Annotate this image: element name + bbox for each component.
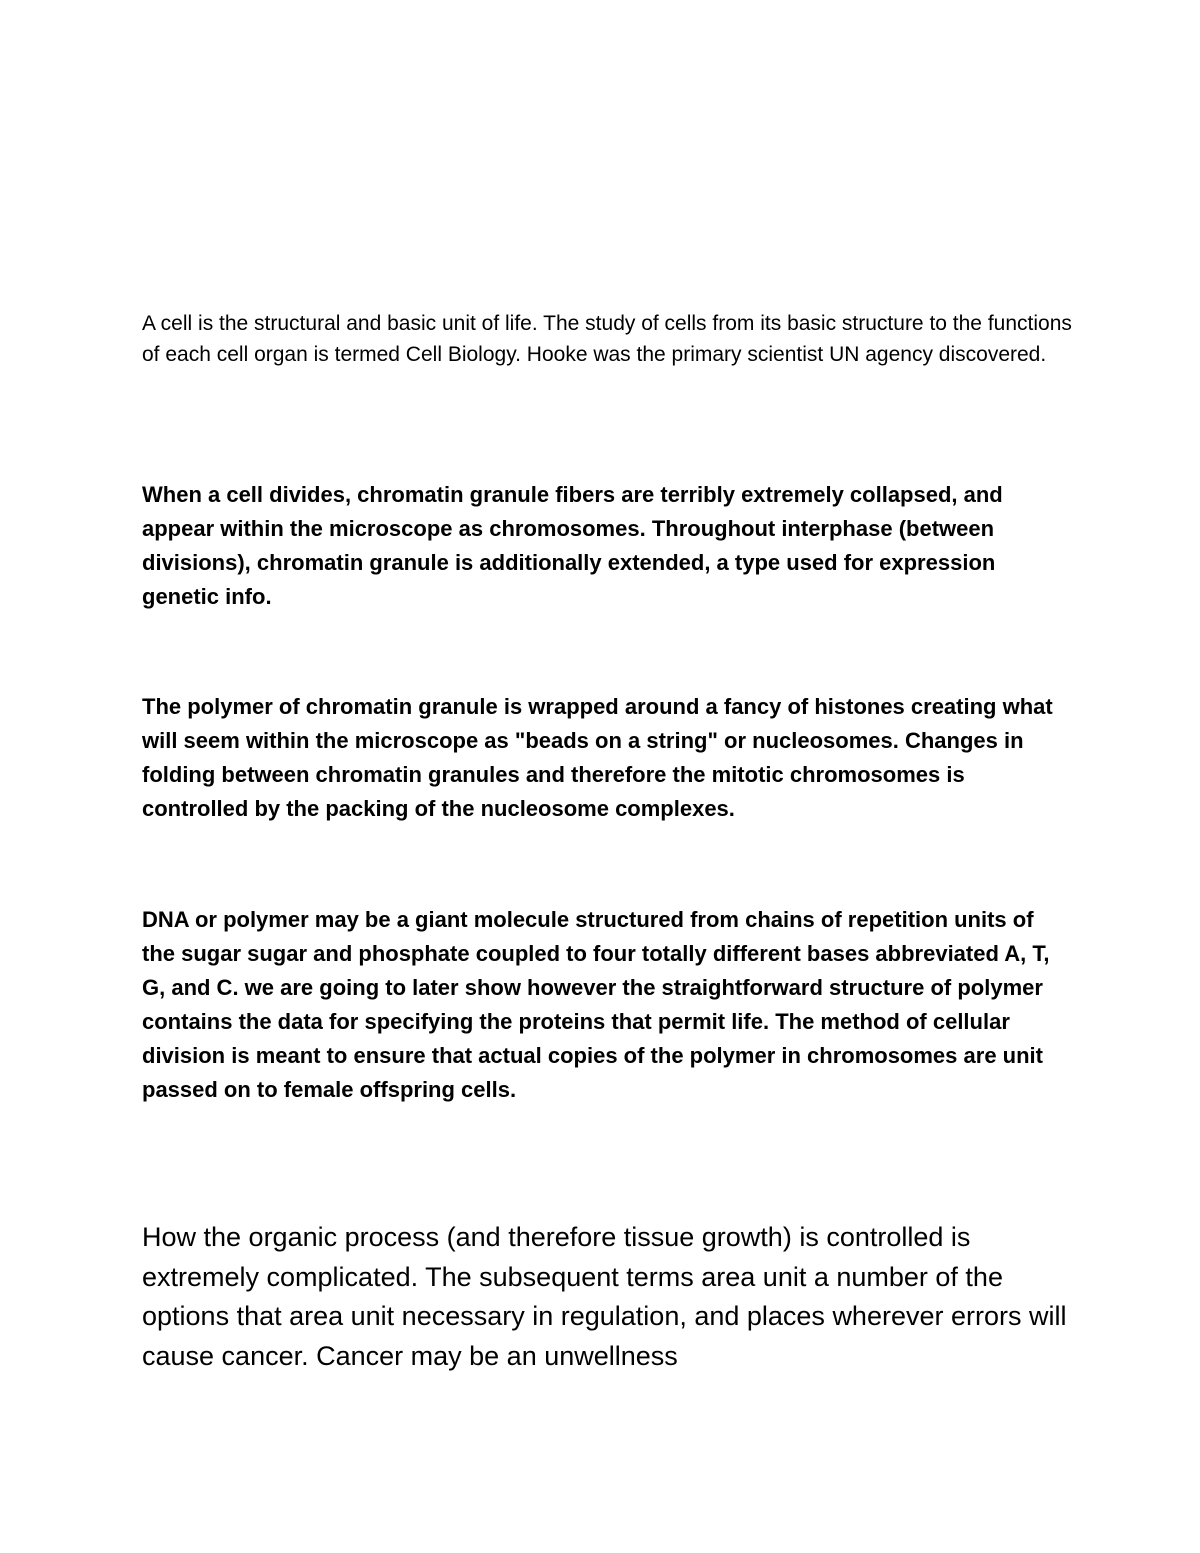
paragraph-growth-regulation: How the organic process (and therefore tissue growth) is controlled is extremely complicated. The subsequent terms area unit a number of the options that area unit necessary in regulation, and places wherever errors will cause cancer. Cancer may be an unwellness xyxy=(142,1222,1067,1371)
paragraph-chromatin-division: When a cell divides, chromatin granule fibers are terribly extremely collapsed, and appear within the microscope as chromosomes. Throughout interphase (between divisions), chromatin granule is additionally extended, a type used for expression genetic info. xyxy=(142,482,1003,609)
paragraph-nucleosomes: The polymer of chromatin granule is wrapped around a fancy of histones creating what will seem within the microscope as "beads on a string" or nucleosomes. Changes in folding between chromatin granules and therefore the mitotic chromosomes is controlled by the packing of the nucleosome complexes. xyxy=(142,694,1053,821)
paragraph-dna-polymer: DNA or polymer may be a giant molecule structured from chains of repetition units of the sugar sugar and phosphate coupled to four totally different bases abbreviated A, T, G, and C. we are going to later show however the straightforward structure of polymer contains the data for specifying the proteins that permit life. The method of cellular division is meant to ensure that actual copies of the polymer in chromosomes are unit passed on to female offspring cells. xyxy=(142,907,1050,1102)
paragraph-cell-definition: A cell is the structural and basic unit of life. The study of cells from its basic structure to the functions of each cell organ is termed Cell Biology. Hooke was the primary scientist UN agency discovered. xyxy=(142,312,1072,366)
